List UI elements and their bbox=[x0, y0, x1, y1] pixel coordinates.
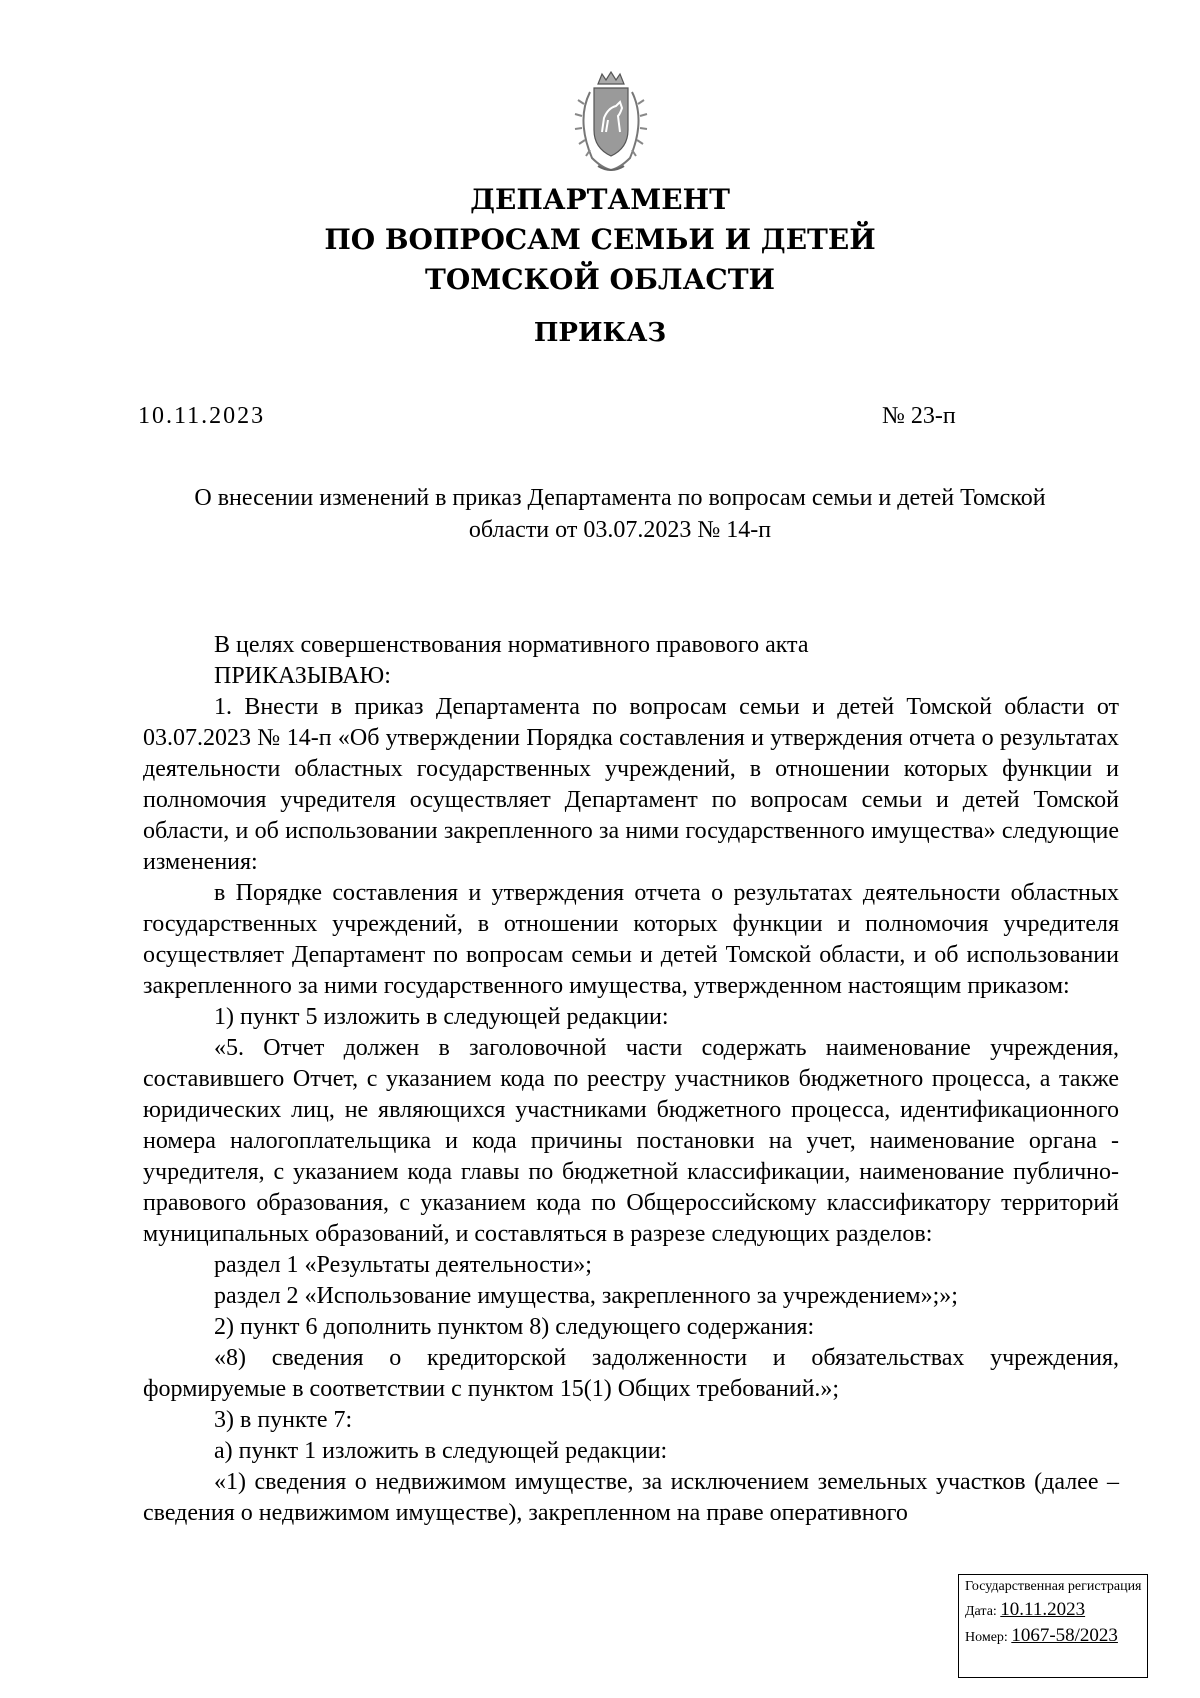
subject-line-2: области от 03.07.2023 № 14-п bbox=[468, 517, 772, 543]
subject-line-1: О внесении изменений в приказ Департамента по вопросам семьи и детей Томской bbox=[194, 485, 1046, 511]
paragraph-preamble: В целях совершенствования нормативного правового акта bbox=[214, 632, 809, 658]
paragraph-subitem-a: а) пункт 1 изложить в следующей редакции: bbox=[214, 1438, 668, 1464]
order-date: 10.11.2023 bbox=[138, 403, 266, 429]
coat-of-arms-emblem bbox=[568, 70, 654, 176]
registration-number-value: 1067-58/2023 bbox=[1011, 1625, 1118, 1646]
department-line-1: ДЕПАРТАМЕНТ bbox=[470, 183, 730, 216]
paragraph-subitem-3: 3) в пункте 7: bbox=[214, 1407, 353, 1433]
registration-number-row bbox=[965, 1625, 1141, 1647]
paragraph-item-1: 1. Внести в приказ Департамента по вопросам семьи и детей Томской области от 03.07.2023 № 14-п «Об утверждении Порядка составления и утверждения отчета о результатах деятельности областных государственных учреждений, в отношении которых функции и полномочия учредителя осуществляет Департамент по вопросам семьи и детей Томской области, и об использовании закрепленного за ними государственного имущества» следующие изменения: bbox=[143, 694, 1119, 875]
paragraph-subitem-2: 2) пункт 6 дополнить пунктом 8) следующего содержания: bbox=[214, 1314, 815, 1340]
paragraph-section-2: раздел 2 «Использование имущества, закрепленного за учреждением»;»; bbox=[214, 1283, 958, 1309]
department-line-2: ПО ВОПРОСАМ СЕМЬИ И ДЕТЕЙ bbox=[324, 223, 876, 256]
registration-date-value: 10.11.2023 bbox=[1000, 1599, 1086, 1620]
paragraph-order-word: ПРИКАЗЫВАЮ: bbox=[214, 663, 391, 689]
registration-date-label: Дата: bbox=[965, 1604, 997, 1619]
order-body bbox=[143, 630, 1119, 1529]
registration-number-label: Номер: bbox=[965, 1630, 1008, 1645]
registration-title: Государственная регистрация bbox=[965, 1579, 1142, 1594]
document-type: ПРИКАЗ bbox=[533, 318, 667, 348]
paragraph-point-5: «5. Отчет должен в заголовочной части содержать наименование учреждения, составившего Отчет, с указанием кода по реестру участников бюджетного процесса, а также юридических лиц, не являющихся участниками бюджетного процесса, идентификационного номера налогоплательщика и кода причины постановки на учет, наименование органа - учредителя, с указанием кода главы по бюджетной классификации, наименование публично-правового образования, с указанием кода по Общероссийскому классификатору территорий муниципальных образований, и составляться в разрезе следующих разделов: bbox=[143, 1035, 1119, 1247]
department-line-3: ТОМСКОЙ ОБЛАСТИ bbox=[424, 263, 776, 296]
paragraph-section-1: раздел 1 «Результаты деятельности»; bbox=[214, 1252, 592, 1278]
registration-date-row bbox=[965, 1599, 1141, 1621]
department-name bbox=[0, 180, 1200, 300]
paragraph-subitem-1: 1) пункт 5 изложить в следующей редакции: bbox=[214, 1004, 669, 1030]
paragraph-procedure: в Порядке составления и утверждения отчета о результатах деятельности областных государственных учреждений, в отношении которых функции и полномочия учредителя осуществляет Департамент по вопросам семьи и детей Томской области, и об использовании закрепленного за ними государственного имущества, утвержденном настоящим приказом: bbox=[143, 880, 1119, 999]
paragraph-point-1-new: «1) сведения о недвижимом имуществе, за исключением земельных участков (далее – сведения о недвижимом имуществе), закрепленном на праве оперативного bbox=[143, 1469, 1119, 1526]
order-number: № 23-п bbox=[882, 403, 956, 429]
order-subject bbox=[140, 482, 1100, 546]
paragraph-point-8: «8) сведения о кредиторской задолженности и обязательствах учреждения, формируемые в соответствии с пунктом 15(1) Общих требований.»; bbox=[143, 1345, 1119, 1402]
registration-stamp bbox=[958, 1574, 1148, 1678]
